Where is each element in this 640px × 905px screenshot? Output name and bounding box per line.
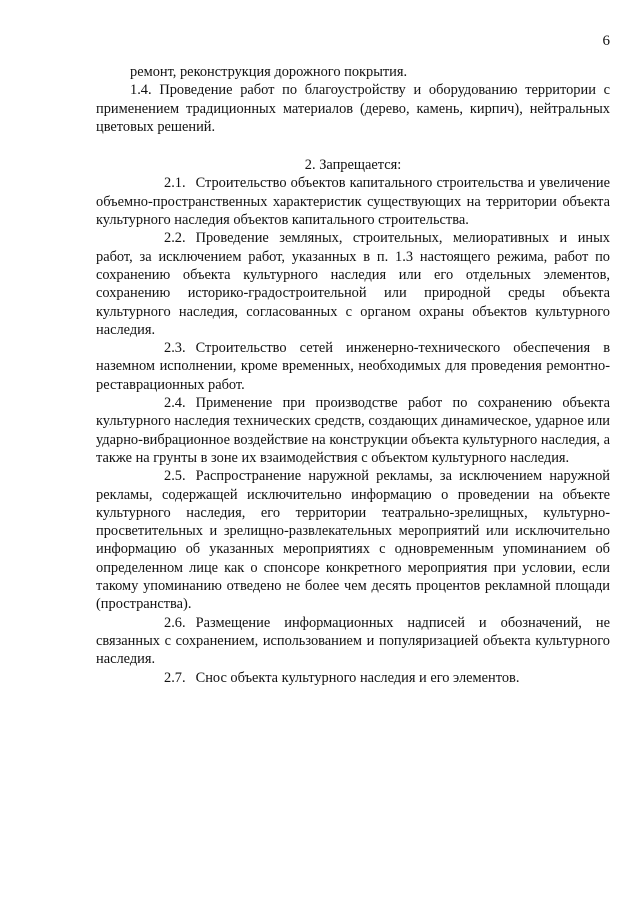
paragraph-2-4 <box>96 394 610 467</box>
paragraph-2-1 <box>96 174 610 229</box>
paragraph-text: Строительство сетей инженерно-технического обеспечения в наземном исполнении, кроме временных, необходимых для проведения ремонтно-реставрационных работ. <box>96 340 610 393</box>
paragraph-number: 2.1. <box>164 175 186 192</box>
paragraph-text: Строительство объектов капитального строительства и увеличение объемно-пространственных характеристик существующих на территории объекта культурного наследия объектов капитального строительства. <box>96 175 610 229</box>
continuation-paragraph <box>96 63 610 81</box>
page-number: 6 <box>602 33 610 49</box>
paragraph-2-6 <box>96 614 610 669</box>
paragraph-number: 2.6. <box>164 614 186 631</box>
paragraph-number: 1.4. <box>130 82 152 99</box>
paragraph-text: Размещение информационных надписей и обозначений, не связанных с сохранением, использованием и популяризацией объекта культурного наследия. <box>96 614 610 668</box>
paragraph-number: 2.2. <box>164 230 186 247</box>
section-heading: 2. Запрещается: <box>304 157 402 174</box>
paragraph-text: Снос объекта культурного наследия и его элементов. <box>195 669 520 686</box>
paragraph-text: Проведение работ по благоустройству и оборудованию территории с применением традиционных материалов (дерево, камень, кирпич), нейтральных цветовых решений. <box>96 82 610 135</box>
paragraph-text: Распространение наружной рекламы, за исключением наружной рекламы, содержащей исключительно информацию о проведении на объекте культурного наследия, его территории театрально-зрелищных, культурно-просветительных и зрелищно-развлекательных мероприятий или исключительно информацию об указанных мероприятиях с одновременным упоминанием об определенном лице как о спонсоре конкретного мероприятия при условии, если такому упоминанию отведено не более чем десять процентов рекламной площади (пространства). <box>96 468 610 613</box>
paragraph-2-7 <box>96 669 610 687</box>
paragraph-number: 2.7. <box>164 669 186 686</box>
paragraph-text: Применение при производстве работ по сохранению объекта культурного наследия технических средств, создающих динамическое, ударное или ударно-вибрационное воздействие на конструкции объекта культурного наследия, а также на грунты в зоне их взаимодействия с объектом культурного наследия. <box>96 395 610 466</box>
continuation-text: ремонт, реконструкция дорожного покрытия. <box>130 64 408 80</box>
paragraph-number: 2.4. <box>164 395 186 412</box>
paragraph-1-4 <box>96 81 610 136</box>
paragraph-2-5 <box>96 467 610 613</box>
paragraph-number: 2.5. <box>164 468 186 485</box>
paragraph-text: Проведение земляных, строительных, мелиоративных и иных работ, за исключением работ, указанных в п. 1.3 настоящего режима, работ по сохранению объекта культурного наследия или его отдельных элементов, сохранению историко-градостроительной или природной среды объекта культурного наследия, согласованных с органом охраны объектов культурного наследия. <box>96 230 610 338</box>
paragraph-number: 2.3. <box>164 340 186 357</box>
paragraph-2-3 <box>96 339 610 394</box>
paragraph-2-2 <box>96 229 610 339</box>
document-body <box>96 63 610 687</box>
